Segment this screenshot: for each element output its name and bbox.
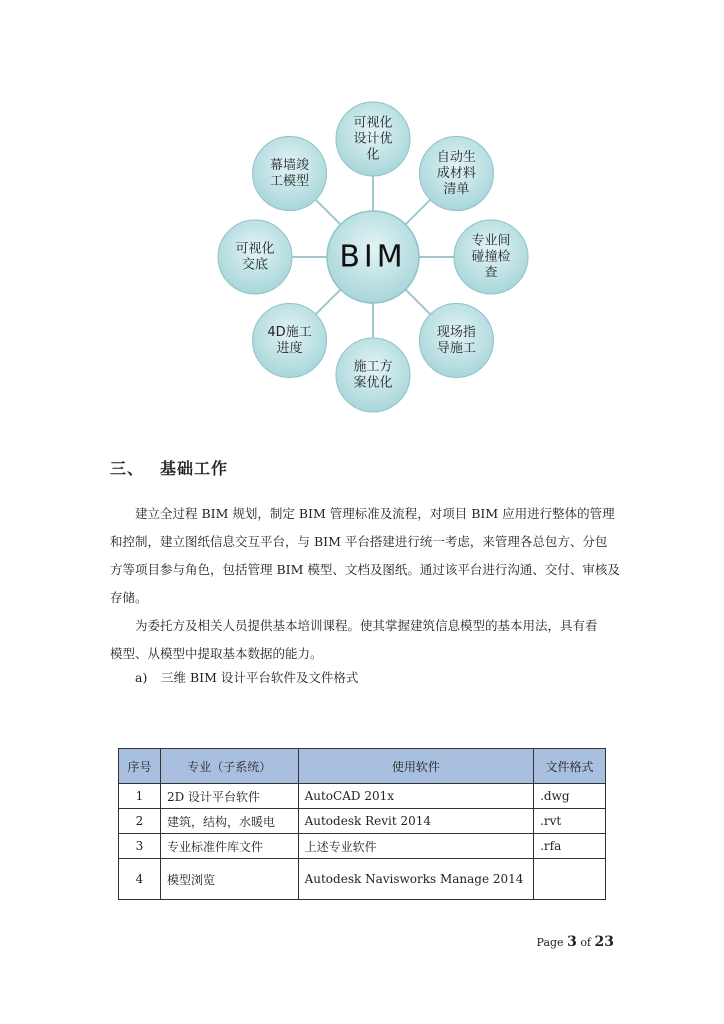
node-label: 设计优	[353, 131, 393, 147]
section-number: 三、	[110, 459, 145, 478]
table-row	[119, 834, 606, 859]
node-label: 案优化	[353, 375, 393, 391]
of-word: of	[580, 936, 592, 949]
diagram-center	[327, 211, 419, 303]
table-row	[119, 859, 606, 900]
table-cell	[534, 859, 606, 900]
table-cell: 3	[119, 834, 161, 859]
node-label: 现场指	[436, 324, 476, 340]
table-cell: Autodesk Revit 2014	[298, 809, 533, 834]
node-label: 工模型	[270, 174, 310, 190]
software-table	[118, 748, 606, 900]
paragraph-line: 为委托方及相关人员提供基本培训课程。使其掌握建筑信息模型的基本用法，具有看	[135, 618, 598, 633]
diagram-node	[454, 220, 528, 294]
section-title: 基础工作	[160, 459, 229, 478]
page-number: 3	[567, 934, 577, 950]
table-cell: AutoCAD 201x	[298, 784, 533, 809]
node-label: 清单	[443, 182, 470, 198]
node-label: 可视化	[235, 241, 275, 257]
node-label: 自动生	[436, 150, 476, 166]
page-footer	[537, 934, 614, 950]
node-label: 化	[366, 147, 380, 163]
table-cell: 4	[119, 859, 161, 900]
node-label: 成材料	[436, 166, 476, 182]
table-cell: 建筑，结构，水暖电	[160, 809, 298, 834]
table-cell: .dwg	[534, 784, 606, 809]
list-text: 三维 BIM 设计平台软件及文件格式	[161, 670, 359, 685]
page-total: 23	[594, 934, 614, 950]
node-label: 导施工	[436, 340, 476, 356]
paragraph-line: 和控制，建立图纸信息交互平台，与 BIM 平台搭建进行统一考虑，来管理各总包方、分包	[110, 534, 608, 549]
header-cell: 专业（子系统）	[160, 749, 298, 784]
section-heading	[110, 456, 228, 479]
node-label: 进度	[276, 340, 303, 356]
table-row	[119, 784, 606, 809]
paragraph-training	[110, 612, 616, 668]
paragraph-platform	[110, 500, 620, 612]
table-header-row	[119, 749, 606, 784]
table-cell: .rfa	[534, 834, 606, 859]
table-cell: 2D 设计平台软件	[160, 784, 298, 809]
node-label: 查	[484, 265, 498, 281]
paragraph-line: 方等项目参与角色，包括管理 BIM 模型、文档及图纸。通过该平台进行沟通、交付、审核及	[110, 562, 620, 577]
paragraph-line: 模型、从模型中提取基本数据的能力。	[110, 646, 323, 661]
paragraph-line: 建立全过程 BIM 规划，制定 BIM 管理标准及流程，对项目 BIM 应用进行整体的管理	[135, 506, 615, 521]
node-label: 施工方	[353, 359, 393, 375]
diagram-node	[253, 137, 327, 211]
list-item-a	[135, 668, 358, 686]
paragraph-line: 存储。	[110, 590, 148, 605]
table-cell: Autodesk Navisworks Manage 2014	[298, 859, 533, 900]
table-cell: 上述专业软件	[298, 834, 533, 859]
table-cell: 2	[119, 809, 161, 834]
table-row	[119, 809, 606, 834]
header-cell: 使用软件	[298, 749, 533, 784]
node-label: 交底	[241, 257, 269, 273]
header-cell: 序号	[119, 749, 161, 784]
diagram-node	[253, 303, 327, 377]
node-label: 幕墙竣	[270, 158, 310, 174]
header-cell: 文件格式	[534, 749, 606, 784]
diagram-node	[336, 338, 410, 412]
diagram-node	[218, 220, 292, 294]
node-label: 可视化	[353, 115, 393, 131]
table-cell: 模型浏览	[160, 859, 298, 900]
diagram-node	[419, 137, 493, 211]
table-cell: 专业标准件库文件	[160, 834, 298, 859]
node-label: 专业间	[471, 233, 511, 249]
table-cell: 1	[119, 784, 161, 809]
page-word: Page	[536, 936, 564, 949]
list-marker: a)	[135, 670, 148, 685]
diagram-node	[336, 102, 410, 176]
center-label: BIM	[339, 239, 407, 275]
diagram-node	[419, 303, 493, 377]
node-label: 4D施工	[267, 324, 312, 340]
node-label: 碰撞检	[471, 249, 511, 265]
bim-radial-diagram	[0, 0, 724, 440]
table-cell: .rvt	[534, 809, 606, 834]
